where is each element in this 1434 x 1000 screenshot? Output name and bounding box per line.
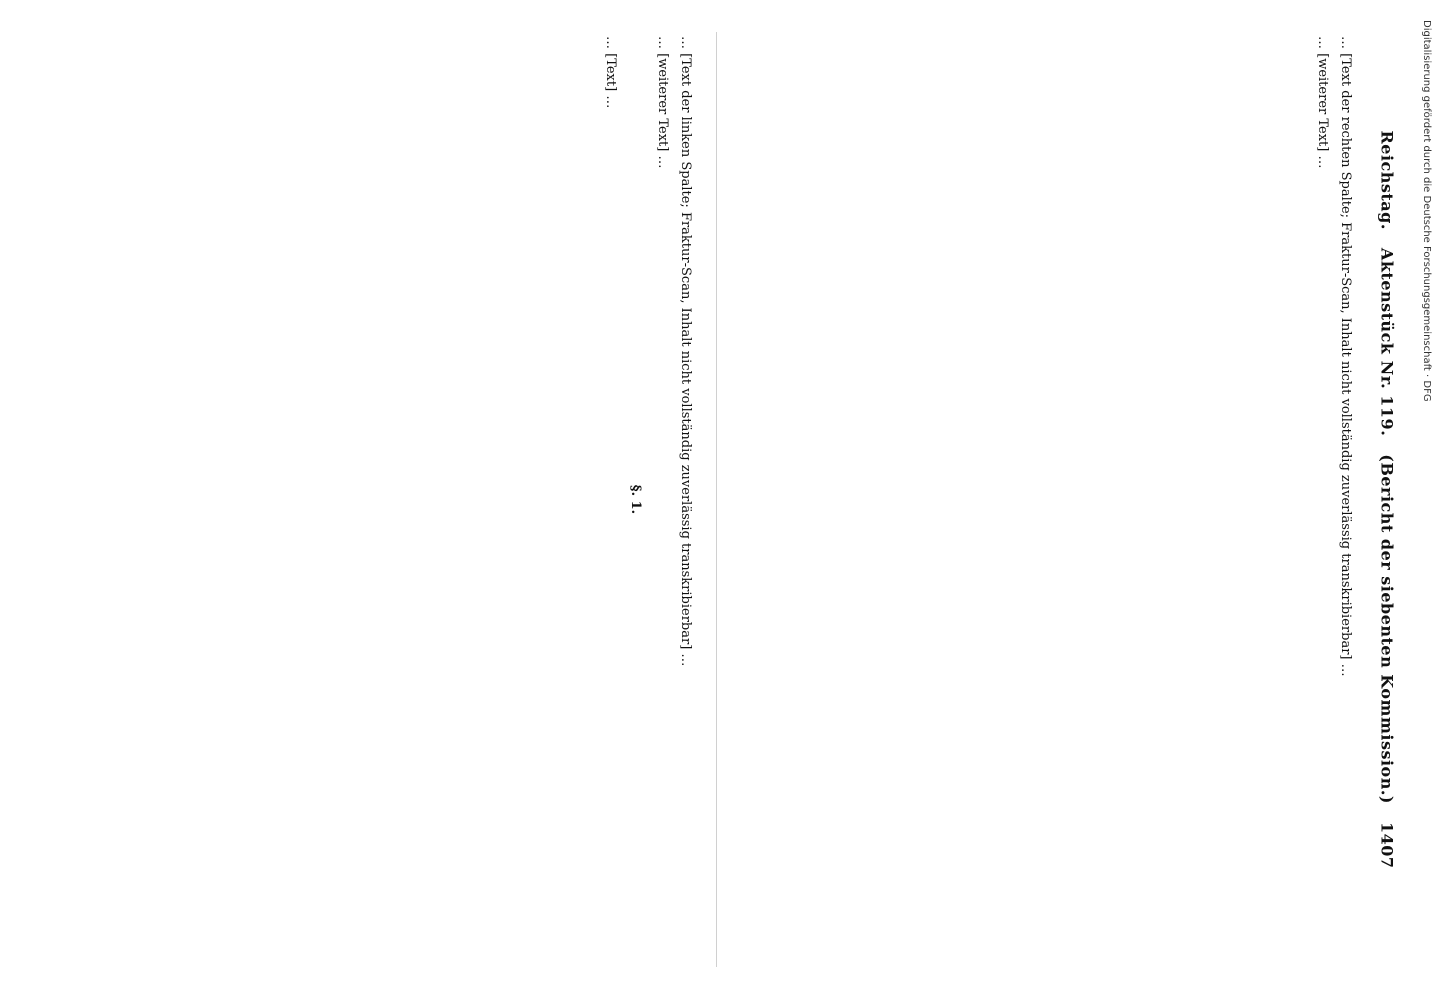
column-left-text xyxy=(84,22,704,977)
paragraph: … [Text] … xyxy=(603,36,618,109)
text-columns xyxy=(84,22,1364,977)
column-separator xyxy=(716,32,717,967)
paragraph: … [weiterer Text] … xyxy=(1315,36,1330,169)
column-right-rotated xyxy=(744,22,1364,977)
column-right xyxy=(744,22,1364,977)
header-right: (Bericht der siebenten Kommission.) xyxy=(1377,454,1397,804)
paragraph: … [Text der linken Spalte; Fraktur-Scan, Inhalt nicht vollständig zuverlässig transkribierbar] … xyxy=(678,36,693,667)
running-head-rotated xyxy=(1378,130,1397,868)
running-head xyxy=(1370,22,1404,977)
column-right-text xyxy=(744,22,1364,977)
column-left-rotated xyxy=(84,22,704,977)
paragraph: … [weiterer Text] … xyxy=(655,36,670,169)
paragraph: … [Text der rechten Spalte; Fraktur-Scan, Inhalt nicht vollständig zuverlässig transkribierbar] … xyxy=(1338,36,1353,677)
section-title: §. 1. xyxy=(628,484,643,515)
header-center: Aktenstück Nr. 119. xyxy=(1377,247,1397,437)
header-left: Reichstag. xyxy=(1377,130,1397,230)
page-number: 1407 xyxy=(1377,821,1397,869)
column-left xyxy=(84,22,704,977)
digitization-note xyxy=(1414,20,1432,980)
left-margin xyxy=(0,0,84,1000)
digitization-note-text: Digitalisierung gefördert durch die Deutsche Forschungsgemeinschaft · DFG xyxy=(1421,20,1432,402)
